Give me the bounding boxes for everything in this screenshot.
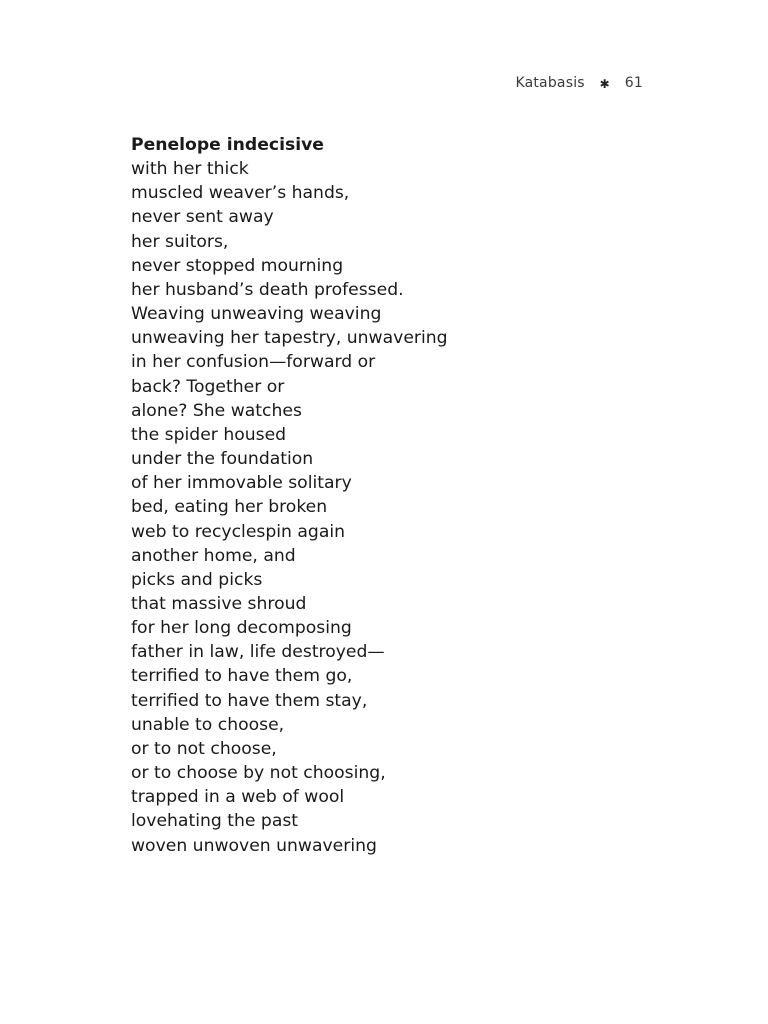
poem-line: her husband’s death professed.: [131, 279, 404, 300]
poem-line: picks and picks: [131, 569, 263, 590]
running-head: [515, 75, 643, 91]
poem-line: never sent away: [131, 207, 274, 228]
poem-line: in her confusion—forward or: [131, 352, 376, 373]
poem-line: lovehating the past: [131, 811, 299, 832]
poem-line: unable to choose,: [131, 714, 285, 735]
poem-line: alone? She watches: [131, 400, 302, 421]
poem-line: her suitors,: [131, 231, 229, 252]
poem-line: for her long decomposing: [131, 618, 352, 639]
poem: [131, 133, 448, 858]
poem-line: unweaving her tapestry, unwavering: [131, 328, 448, 349]
poem-body: [131, 157, 448, 858]
poem-line: terrified to have them go,: [131, 666, 353, 687]
book-title: Katabasis: [515, 75, 585, 91]
poem-line: or to choose by not choosing,: [131, 763, 386, 784]
poem-line: another home, and: [131, 545, 296, 566]
poem-line: trapped in a web of wool: [131, 787, 345, 808]
poem-line: with her thick: [131, 159, 249, 180]
poem-line: web to recyclespin again: [131, 521, 346, 542]
poem-line: terrified to have them stay,: [131, 690, 368, 711]
poem-title: Penelope indecisive: [131, 135, 324, 155]
page-number: 61: [624, 75, 643, 91]
poem-line: Weaving unweaving weaving: [131, 304, 382, 325]
poem-line: bed, eating her broken: [131, 497, 328, 518]
poem-line: never stopped mourning: [131, 255, 344, 276]
poem-line: or to not choose,: [131, 738, 277, 759]
poem-line: woven unwoven unwavering: [131, 835, 377, 856]
poem-line: the spider housed: [131, 424, 287, 445]
poem-line: under the foundation: [131, 449, 314, 470]
poem-line: muscled weaver’s hands,: [131, 183, 350, 204]
poem-line: of her immovable solitary: [131, 473, 352, 494]
poem-line: that massive shroud: [131, 593, 307, 614]
poem-line: father in law, life destroyed—: [131, 642, 385, 663]
asterisk-ornament-icon: ✱: [599, 77, 610, 91]
poem-line: back? Together or: [131, 376, 285, 397]
